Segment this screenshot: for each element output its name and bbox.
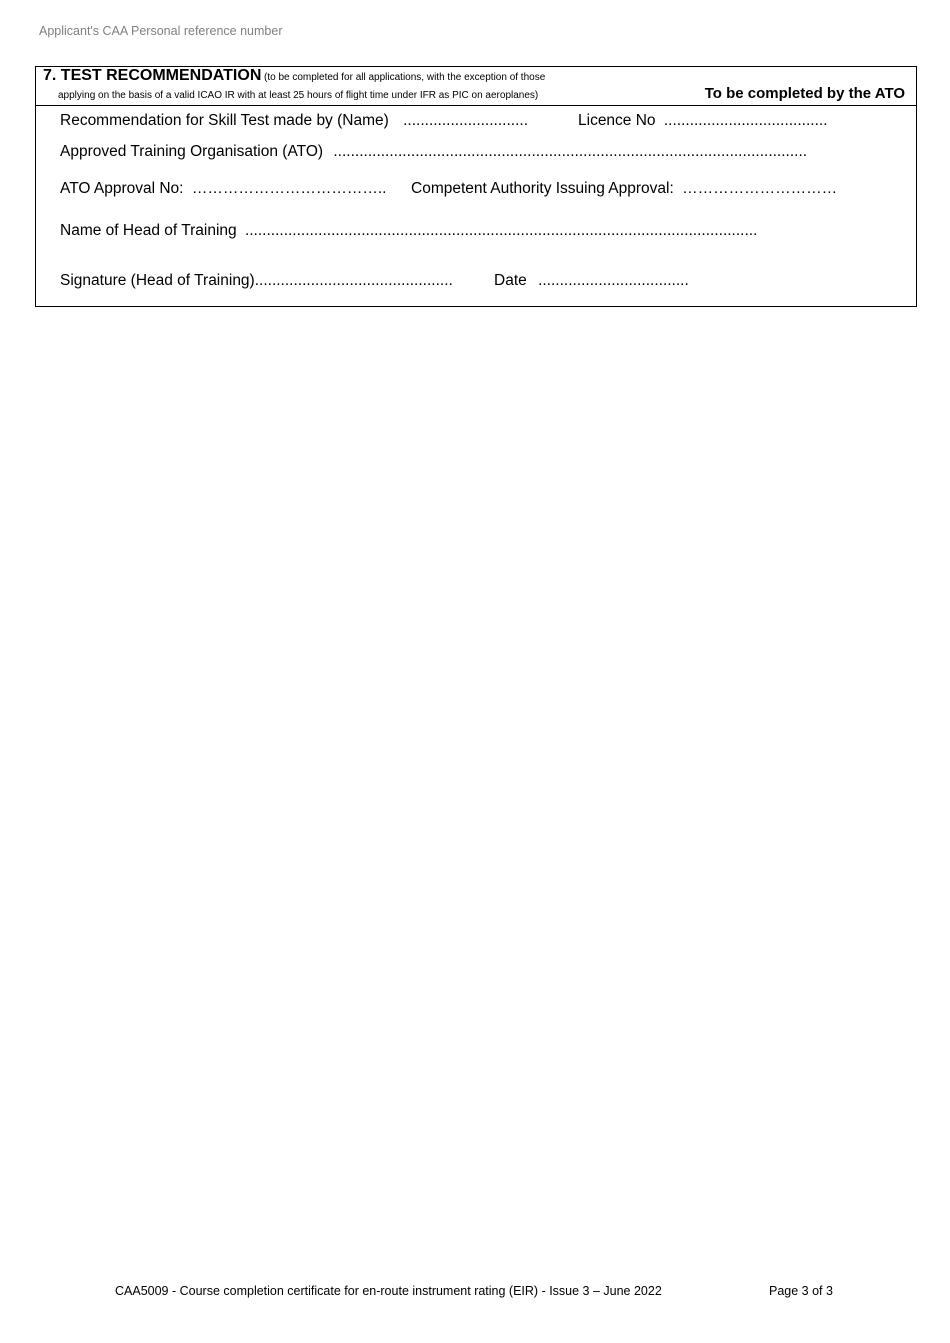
head-of-training-name-label: Name of Head of Training xyxy=(60,222,237,239)
date-dots: ................................... xyxy=(538,272,689,289)
test-recommendation-section xyxy=(35,66,917,307)
section-header xyxy=(36,67,916,106)
applicant-reference-label: Applicant's CAA Personal reference number xyxy=(39,24,283,38)
footer-page-number: Page 3 of 3 xyxy=(769,1284,833,1298)
licence-no-dots: ...................................... xyxy=(663,112,828,129)
competent-authority-dots: ………………………… xyxy=(682,180,838,197)
ato-approval-no-dots: ……………………………….. xyxy=(191,180,387,197)
recommendation-name-field[interactable] xyxy=(60,112,528,130)
licence-no-field[interactable] xyxy=(578,112,828,130)
head-of-training-name-dots: ....................................................................................................................... xyxy=(244,222,758,239)
section-note-line2: applying on the basis of a valid ICAO IR with at least 25 hours of flight time under IFR as PIC on aeroplanes) xyxy=(58,90,539,101)
licence-no-label: Licence No xyxy=(578,112,656,129)
ato-name-field[interactable] xyxy=(60,143,807,161)
date-field[interactable] xyxy=(494,272,689,290)
competent-authority-label: Competent Authority Issuing Approval: xyxy=(411,180,674,197)
head-of-training-signature-field[interactable] xyxy=(60,272,453,290)
competent-authority-field[interactable] xyxy=(411,180,837,198)
section-note-line1: (to be completed for all applications, with the exception of those xyxy=(264,72,546,83)
ato-approval-no-field[interactable] xyxy=(60,180,386,198)
signature-dots: .............................................. xyxy=(254,272,453,289)
section-title: 7. TEST RECOMMENDATION xyxy=(43,67,262,84)
ato-completion-label: To be completed by the ATO xyxy=(704,85,905,102)
footer-document-title: CAA5009 - Course completion certificate for en-route instrument rating (EIR) - Issue 3 – June 2022 xyxy=(115,1284,662,1298)
date-label: Date xyxy=(494,272,527,289)
signature-label: Signature (Head of Training) xyxy=(60,272,255,289)
ato-name-dots: .............................................................................................................. xyxy=(333,143,808,160)
recommendation-name-dots: ............................. xyxy=(403,112,528,129)
ato-name-label: Approved Training Organisation (ATO) xyxy=(60,143,324,160)
recommendation-name-label: Recommendation for Skill Test made by (Name) xyxy=(60,112,389,129)
head-of-training-name-field[interactable] xyxy=(60,222,757,240)
ato-approval-no-label: ATO Approval No: xyxy=(60,180,184,197)
